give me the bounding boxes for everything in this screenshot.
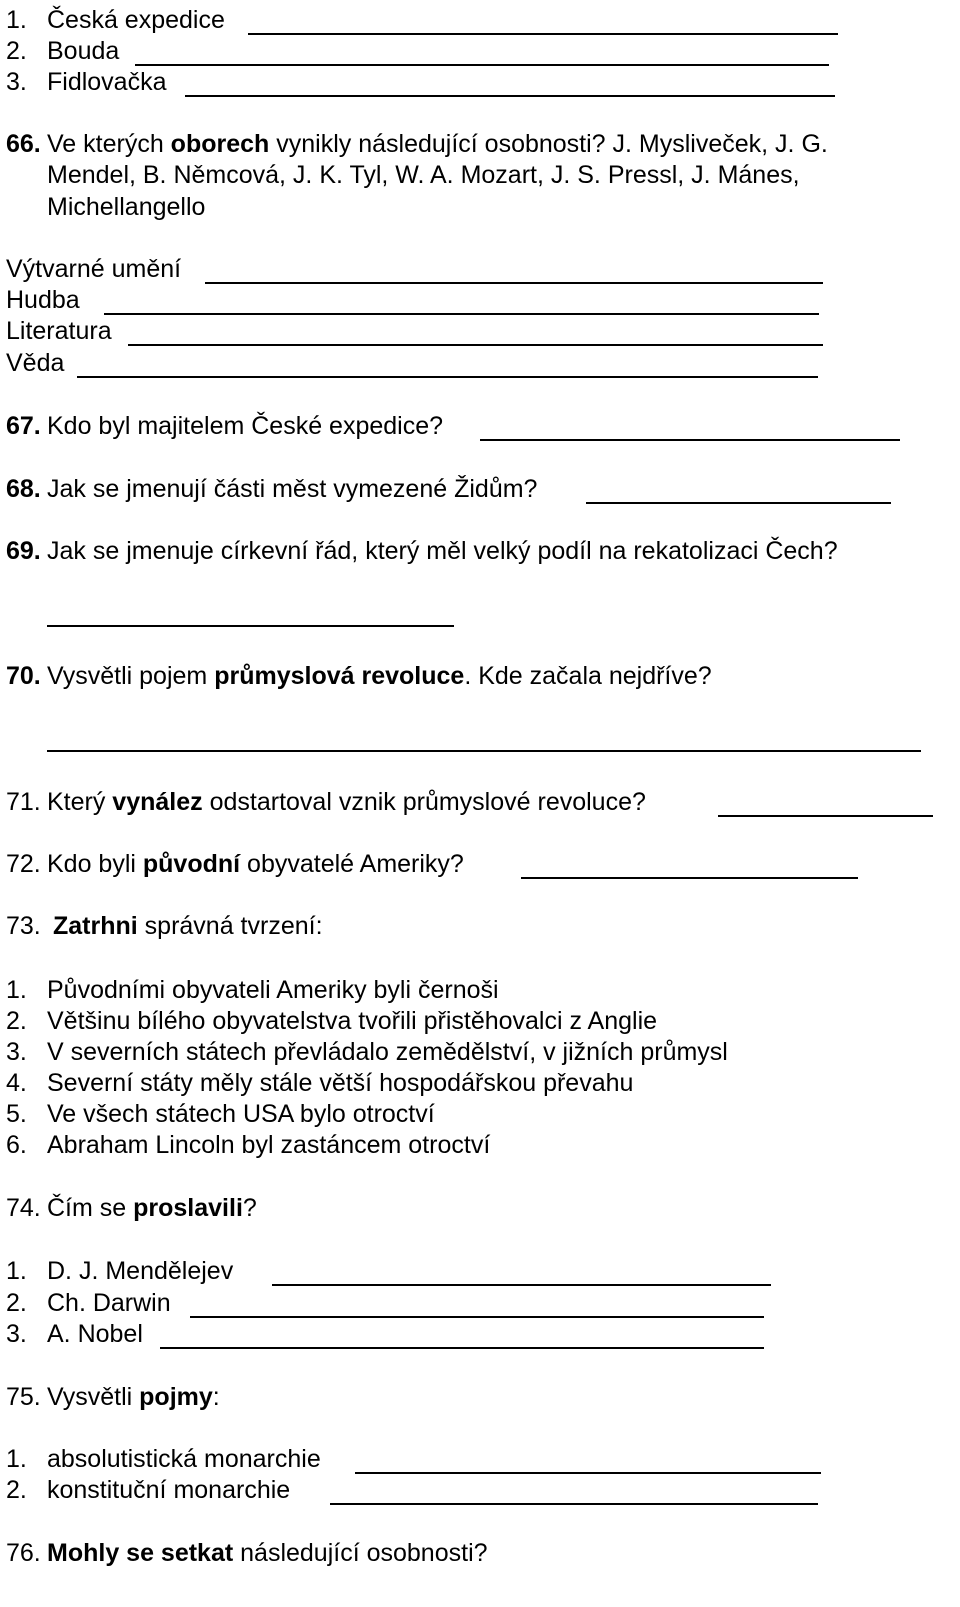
list-item: konstituční monarchie bbox=[47, 1476, 291, 1504]
question-number: 66. bbox=[6, 130, 41, 158]
statement[interactable]: Původními obyvateli Ameriky byli černoši bbox=[47, 976, 499, 1004]
field-label: Literatura bbox=[6, 317, 112, 345]
list-item: Ch. Darwin bbox=[47, 1289, 171, 1317]
list-number: 3. bbox=[6, 1038, 27, 1066]
question-number: 74. bbox=[6, 1194, 41, 1222]
answer-line[interactable] bbox=[128, 344, 823, 346]
answer-line[interactable] bbox=[248, 33, 838, 35]
statement[interactable]: Většinu bílého obyvatelstva tvořili přistěhovalci z Anglie bbox=[47, 1007, 658, 1035]
answer-line[interactable] bbox=[355, 1472, 821, 1474]
answer-line[interactable] bbox=[718, 815, 933, 817]
answer-line[interactable] bbox=[586, 502, 891, 504]
list-item: Česká expedice bbox=[47, 6, 225, 34]
field-label: Hudba bbox=[6, 286, 80, 314]
answer-line[interactable] bbox=[330, 1503, 818, 1505]
question-text: Mohly se setkat následující osobnosti? bbox=[47, 1539, 488, 1567]
question-text: Kdo byl majitelem České expedice? bbox=[47, 412, 444, 440]
answer-line[interactable] bbox=[47, 750, 921, 752]
statement[interactable]: Ve všech státech USA bylo otroctví bbox=[47, 1100, 435, 1128]
question-text: Vysvětli pojmy: bbox=[47, 1383, 220, 1411]
list-number: 1. bbox=[6, 6, 27, 34]
question-number: 75. bbox=[6, 1383, 41, 1411]
answer-line[interactable] bbox=[47, 625, 454, 627]
answer-line[interactable] bbox=[77, 376, 818, 378]
list-number: 2. bbox=[6, 1476, 27, 1504]
question-text: Čím se proslavili? bbox=[47, 1194, 257, 1222]
question-number: 70. bbox=[6, 662, 41, 690]
question-text: Michellangello bbox=[47, 193, 206, 221]
statement[interactable]: Abraham Lincoln byl zastáncem otroctví bbox=[47, 1131, 491, 1159]
answer-line[interactable] bbox=[480, 439, 900, 441]
answer-line[interactable] bbox=[135, 64, 829, 66]
list-number: 1. bbox=[6, 1257, 27, 1285]
answer-line[interactable] bbox=[104, 313, 819, 315]
question-number: 71. bbox=[6, 788, 41, 816]
question-number: 69. bbox=[6, 537, 41, 565]
question-text: Mendel, B. Němcová, J. K. Tyl, W. A. Mozart, J. S. Pressl, J. Mánes, bbox=[47, 161, 800, 189]
question-text: Vysvětli pojem průmyslová revoluce. Kde začala nejdříve? bbox=[47, 662, 712, 690]
list-number: 1. bbox=[6, 1445, 27, 1473]
answer-line[interactable] bbox=[185, 95, 835, 97]
list-number: 3. bbox=[6, 1320, 27, 1348]
list-number: 2. bbox=[6, 1007, 27, 1035]
answer-line[interactable] bbox=[205, 282, 823, 284]
answer-line[interactable] bbox=[160, 1347, 764, 1349]
question-text: Kdo byli původní obyvatelé Ameriky? bbox=[47, 850, 464, 878]
field-label: Výtvarné umění bbox=[6, 255, 182, 283]
answer-line[interactable] bbox=[521, 877, 858, 879]
list-item: absolutistická monarchie bbox=[47, 1445, 321, 1473]
list-number: 6. bbox=[6, 1131, 27, 1159]
question-number: 67. bbox=[6, 412, 41, 440]
question-text: Jak se jmenuje církevní řád, který měl velký podíl na rekatolizaci Čech? bbox=[47, 537, 838, 565]
list-item: D. J. Mendělejev bbox=[47, 1257, 234, 1285]
question-text: Ve kterých oborech vynikly následující osobnosti? J. Mysliveček, J. G. bbox=[47, 130, 828, 158]
list-number: 1. bbox=[6, 976, 27, 1004]
list-item: A. Nobel bbox=[47, 1320, 143, 1348]
question-number: 68. bbox=[6, 475, 41, 503]
list-item: Fidlovačka bbox=[47, 68, 167, 96]
question-text: Zatrhni správná tvrzení: bbox=[53, 912, 323, 940]
question-text: Jak se jmenují části měst vymezené Židům? bbox=[47, 475, 538, 503]
answer-line[interactable] bbox=[190, 1316, 764, 1318]
list-number: 2. bbox=[6, 37, 27, 65]
list-number: 3. bbox=[6, 68, 27, 96]
question-number: 73. bbox=[6, 912, 41, 940]
list-item: Bouda bbox=[47, 37, 120, 65]
answer-line[interactable] bbox=[272, 1284, 771, 1286]
statement[interactable]: V severních státech převládalo zemědělství, v jižních průmysl bbox=[47, 1038, 728, 1066]
question-number: 76. bbox=[6, 1539, 41, 1567]
question-text: Který vynález odstartoval vznik průmyslové revoluce? bbox=[47, 788, 646, 816]
question-number: 72. bbox=[6, 850, 41, 878]
list-number: 2. bbox=[6, 1289, 27, 1317]
field-label: Věda bbox=[6, 349, 65, 377]
list-number: 5. bbox=[6, 1100, 27, 1128]
list-number: 4. bbox=[6, 1069, 27, 1097]
statement[interactable]: Severní státy měly stále větší hospodářskou převahu bbox=[47, 1069, 634, 1097]
